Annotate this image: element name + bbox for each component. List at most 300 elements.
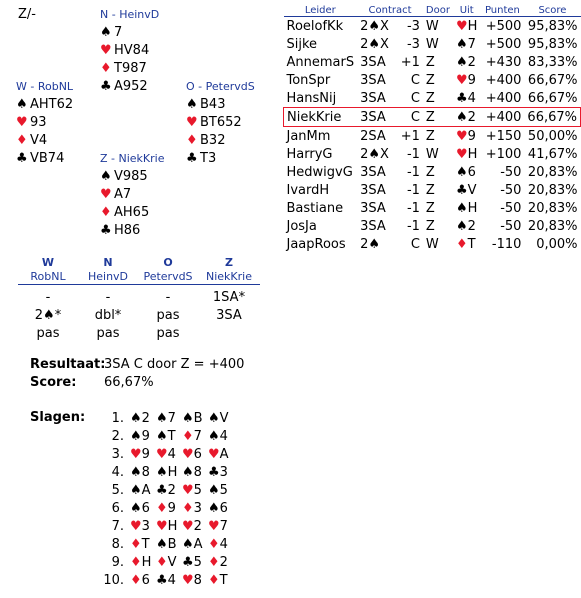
red-suit-icon: ♥ — [182, 447, 194, 462]
result-lead — [453, 71, 480, 89]
heart-icon: ♥ — [16, 115, 28, 130]
club-icon: ♣ — [100, 223, 112, 238]
red-suit-icon: ♦ — [182, 429, 194, 444]
result-points: +100 — [485, 146, 522, 162]
trick-number: 2. — [111, 429, 124, 444]
result-row — [284, 163, 581, 181]
seat-north: N — [103, 256, 113, 269]
result-declarer: W — [425, 146, 439, 162]
card-rank: 4 — [167, 573, 176, 588]
result-leider: JaapRoos — [286, 236, 346, 252]
trick-row — [100, 554, 234, 572]
black-suit-icon: ♠ — [130, 501, 142, 516]
trick-number: 4. — [111, 465, 124, 480]
result-declarer: Z — [423, 108, 453, 127]
trick-card — [130, 572, 156, 590]
red-suit-icon: ♥ — [156, 447, 168, 462]
card-rank: B — [193, 411, 203, 426]
black-suit-icon: ♣ — [208, 465, 220, 480]
black-suit-icon: ♠ — [130, 465, 142, 480]
col-punten: Punten — [480, 4, 524, 17]
lead-card: 2 — [467, 109, 476, 125]
seat-west: W — [41, 256, 55, 269]
black-suit-icon: ♠ — [156, 465, 168, 480]
result-contract: 2♠ — [360, 236, 381, 252]
result-lead — [453, 163, 480, 181]
result-row — [284, 108, 581, 127]
result-lead — [453, 127, 480, 146]
score-label: Score: — [30, 375, 77, 390]
trick-card — [156, 446, 182, 464]
result-value: 3SA C door Z = +400 — [104, 357, 245, 372]
trick-card — [182, 554, 208, 572]
result-leider: IvardH — [286, 182, 330, 198]
red-suit-icon: ♥ — [182, 573, 194, 588]
result-points: -50 — [500, 182, 522, 198]
trick-card — [156, 464, 182, 482]
bidding-box — [18, 256, 260, 343]
black-suit-icon: ♠ — [156, 411, 168, 426]
diamond-icon: ♦ — [16, 133, 28, 148]
club-icon: ♣ — [100, 79, 112, 94]
card-rank: B — [167, 537, 177, 552]
result-tricks: -1 — [406, 218, 420, 234]
result-score: 66,67% — [527, 90, 578, 106]
black-suit-icon: ♠ — [130, 483, 142, 498]
card-rank: 8 — [193, 465, 202, 480]
col-leider: Leider — [284, 4, 358, 17]
result-declarer: Z — [425, 90, 435, 106]
result-lead — [453, 53, 480, 71]
result-score: 50,00% — [527, 128, 578, 144]
west-spades: AHT62 — [30, 97, 74, 112]
east-clubs: T3 — [200, 151, 217, 166]
trick-number: 8. — [111, 537, 124, 552]
result-points: -50 — [500, 200, 522, 216]
trick-card — [156, 536, 182, 554]
red-suit-icon: ♦ — [182, 501, 194, 516]
result-score: 0,00% — [536, 236, 578, 252]
south-diamonds: AH65 — [114, 205, 150, 220]
diamond-icon: ♦ — [100, 61, 112, 76]
heart-icon: ♥ — [100, 43, 112, 58]
trick-number: 5. — [111, 483, 124, 498]
diamond-icon: ♦ — [100, 205, 112, 220]
east-diamonds: B32 — [200, 133, 226, 148]
result-label: Resultaat: — [30, 357, 106, 372]
trick-row — [100, 536, 234, 554]
spade-icon: ♠ — [16, 97, 28, 112]
bid-cell — [198, 325, 260, 343]
south-hearts: A7 — [114, 187, 132, 202]
result-score: 66,67% — [527, 72, 578, 88]
trick-card — [182, 500, 208, 518]
black-suit-icon: ♠ — [455, 109, 468, 125]
card-rank: A — [141, 483, 151, 498]
card-rank: T — [167, 429, 176, 444]
col-door: Door — [423, 4, 453, 17]
result-lead — [453, 217, 480, 235]
result-declarer: Z — [425, 128, 435, 144]
lead-card: H — [467, 200, 478, 216]
trick-card — [208, 572, 234, 590]
card-rank: 5 — [193, 483, 202, 498]
card-rank: 5 — [219, 483, 228, 498]
red-suit-icon: ♦ — [156, 555, 168, 570]
result-row — [284, 217, 581, 235]
red-suit-icon: ♦ — [455, 236, 468, 252]
red-suit-icon: ♦ — [156, 501, 168, 516]
trick-number: 10. — [103, 573, 124, 588]
north-diamonds: T987 — [114, 61, 147, 76]
red-suit-icon: ♥ — [455, 72, 468, 88]
result-leider: NiekKrie — [284, 108, 358, 127]
bid-cell: - — [165, 290, 171, 305]
trick-card — [130, 554, 156, 572]
result-tricks: -1 — [406, 146, 420, 162]
bidder-south: NiekKrie — [198, 270, 260, 285]
card-rank: T — [141, 537, 150, 552]
result-contract: 2SA — [360, 128, 386, 144]
result-lead — [453, 35, 480, 53]
trick-row — [100, 446, 234, 464]
result-contract: 3SA — [360, 90, 386, 106]
black-suit-icon: ♠ — [455, 36, 468, 52]
result-lead — [453, 235, 480, 253]
trick-card — [182, 428, 208, 446]
result-lead — [453, 17, 480, 36]
club-icon: ♣ — [16, 151, 28, 166]
diamond-icon: ♦ — [186, 133, 198, 148]
result-lead — [453, 89, 480, 108]
result-score: 95,83% — [527, 36, 578, 52]
trick-card — [182, 410, 208, 428]
card-rank: T — [219, 573, 228, 588]
card-rank: H — [167, 465, 178, 480]
trick-card — [156, 482, 182, 500]
trick-card — [130, 500, 156, 518]
result-contract: 3SA — [360, 182, 386, 198]
result-score: 66,67% — [524, 108, 580, 127]
result-row — [284, 181, 581, 199]
result-score: 20,83% — [527, 200, 578, 216]
result-declarer: W — [425, 18, 439, 34]
result-points: +430 — [485, 54, 522, 70]
heart-icon: ♥ — [186, 115, 198, 130]
col-score: Score — [524, 4, 580, 17]
trick-card — [208, 464, 234, 482]
card-rank: 4 — [219, 429, 228, 444]
result-tricks: +1 — [400, 128, 420, 144]
result-contract: 2♠X — [360, 36, 389, 52]
trick-card — [130, 482, 156, 500]
card-rank: A — [219, 447, 229, 462]
trick-number: 3. — [111, 447, 124, 462]
hand-south — [100, 150, 164, 240]
result-contract: 2♠X — [360, 18, 389, 34]
result-leider: HarryG — [286, 146, 333, 162]
trick-row — [100, 482, 234, 500]
bid-cell: pas — [36, 326, 60, 341]
lead-card: 6 — [467, 164, 476, 180]
black-suit-icon: ♠ — [182, 537, 194, 552]
trick-number: 7. — [111, 519, 124, 534]
result-summary — [30, 356, 244, 392]
trick-card — [208, 428, 234, 446]
tricks-list — [100, 410, 234, 590]
result-leider: RoelofKk — [286, 18, 344, 34]
red-suit-icon: ♥ — [130, 519, 142, 534]
trick-card — [156, 572, 182, 590]
result-points: -50 — [500, 218, 522, 234]
bid-cell: 2♠* — [34, 308, 62, 323]
black-suit-icon: ♠ — [455, 164, 468, 180]
trick-card — [208, 500, 234, 518]
card-rank: 8 — [193, 573, 202, 588]
result-tricks: C — [410, 72, 420, 88]
dealer-vulnerability: Z/- — [18, 7, 36, 22]
trick-card — [156, 428, 182, 446]
card-rank: H — [141, 555, 152, 570]
trick-card — [208, 536, 234, 554]
red-suit-icon: ♦ — [130, 537, 142, 552]
result-declarer: Z — [425, 72, 435, 88]
black-suit-icon: ♠ — [455, 218, 468, 234]
red-suit-icon: ♥ — [130, 447, 142, 462]
lead-card: H — [467, 146, 478, 162]
black-suit-icon: ♠ — [182, 465, 194, 480]
hand-east — [186, 78, 255, 168]
black-suit-icon: ♣ — [182, 555, 194, 570]
south-spades: V985 — [114, 169, 148, 184]
result-tricks: C — [395, 108, 423, 127]
result-row — [284, 127, 581, 146]
card-rank: H — [167, 519, 178, 534]
result-tricks: C — [410, 90, 420, 106]
card-rank: 2 — [167, 483, 176, 498]
bidder-east: PetervdS — [138, 270, 198, 285]
trick-number: 6. — [111, 501, 124, 516]
east-hearts: BT652 — [200, 115, 242, 130]
result-lead — [453, 199, 480, 217]
west-clubs: VB74 — [30, 151, 65, 166]
red-suit-icon: ♦ — [130, 555, 142, 570]
black-suit-icon: ♠ — [156, 429, 168, 444]
east-spades: B43 — [200, 97, 226, 112]
card-rank: V — [167, 555, 177, 570]
result-row — [284, 71, 581, 89]
bid-cell: dbl* — [94, 308, 122, 323]
red-suit-icon: ♥ — [182, 483, 194, 498]
result-contract: 3SA — [360, 164, 386, 180]
trick-card — [130, 536, 156, 554]
trick-card — [208, 482, 234, 500]
col-uit: Uit — [453, 4, 480, 17]
red-suit-icon: ♥ — [182, 519, 194, 534]
trick-card — [156, 554, 182, 572]
trick-row — [100, 428, 234, 446]
result-leider: JosJa — [286, 218, 317, 234]
red-suit-icon: ♦ — [130, 573, 142, 588]
hand-west — [16, 78, 73, 168]
trick-number: 9. — [111, 555, 124, 570]
score-value: 66,67% — [104, 375, 154, 390]
result-tricks: -3 — [406, 36, 420, 52]
trick-card — [130, 446, 156, 464]
trick-card — [182, 482, 208, 500]
card-rank: 8 — [141, 465, 150, 480]
spade-icon: ♠ — [100, 25, 112, 40]
result-row — [284, 235, 581, 253]
hand-east-label: O - PetervdS — [186, 80, 255, 93]
north-hearts: HV84 — [114, 43, 150, 58]
result-declarer: Z — [425, 54, 435, 70]
result-row — [284, 53, 581, 71]
card-rank: 5 — [193, 555, 202, 570]
trick-card — [208, 554, 234, 572]
trick-number: 1. — [111, 411, 124, 426]
trick-card — [208, 518, 234, 536]
red-suit-icon: ♦ — [208, 555, 220, 570]
result-leider: TonSpr — [286, 72, 331, 88]
result-contract: 3SA — [360, 54, 386, 70]
north-clubs: A952 — [114, 79, 148, 94]
result-row — [284, 145, 581, 163]
black-suit-icon: ♠ — [208, 429, 220, 444]
black-suit-icon: ♠ — [455, 54, 468, 70]
black-suit-icon: ♠ — [208, 411, 220, 426]
result-contract: 3SA — [360, 200, 386, 216]
lead-card: 9 — [467, 72, 476, 88]
results-header-row — [284, 4, 581, 17]
card-rank: 3 — [141, 519, 150, 534]
trick-row — [100, 518, 234, 536]
bid-cell: 1SA* — [212, 290, 246, 305]
lead-card: 7 — [467, 36, 476, 52]
hand-west-label: W - RobNL — [16, 80, 74, 93]
red-suit-icon: ♥ — [208, 519, 220, 534]
result-declarer: Z — [425, 182, 435, 198]
card-rank: 3 — [193, 501, 202, 516]
bid-cell: 3SA — [216, 308, 242, 323]
lead-card: V — [467, 182, 477, 198]
black-suit-icon: ♠ — [130, 411, 142, 426]
result-score: 83,33% — [527, 54, 578, 70]
result-score: 95,83% — [527, 18, 578, 34]
result-row — [284, 17, 581, 36]
trick-card — [182, 536, 208, 554]
result-score: 41,67% — [527, 146, 578, 162]
result-tricks: +1 — [400, 54, 420, 70]
result-leider: HedwigvG — [286, 164, 353, 180]
result-leider: Sijke — [286, 36, 318, 52]
bidder-north: HeinvD — [78, 270, 138, 285]
south-clubs: H86 — [114, 223, 141, 238]
trick-card — [182, 464, 208, 482]
trick-row — [100, 464, 234, 482]
result-points: +400 — [485, 90, 522, 106]
result-contract: 3SA — [360, 72, 386, 88]
card-rank: 2 — [193, 519, 202, 534]
card-rank: 3 — [219, 465, 228, 480]
seat-east: O — [163, 256, 173, 269]
result-tricks: -1 — [406, 200, 420, 216]
trick-card — [156, 500, 182, 518]
north-spades: 7 — [114, 25, 123, 40]
red-suit-icon: ♥ — [208, 447, 220, 462]
seat-south: Z — [225, 256, 233, 269]
bid-cell: - — [105, 290, 111, 305]
result-tricks: C — [410, 236, 420, 252]
card-rank: A — [193, 537, 203, 552]
result-score: 20,83% — [527, 218, 578, 234]
club-icon: ♣ — [186, 151, 198, 166]
trick-card — [156, 518, 182, 536]
trick-row — [100, 500, 234, 518]
card-rank: 4 — [219, 537, 228, 552]
trick-card — [208, 410, 234, 428]
result-declarer: Z — [425, 200, 435, 216]
lead-card: H — [467, 18, 478, 34]
black-suit-icon: ♠ — [182, 411, 194, 426]
result-contract: 3SA — [360, 218, 386, 234]
trick-card — [156, 410, 182, 428]
trick-card — [182, 572, 208, 590]
result-points: +150 — [485, 128, 522, 144]
card-rank: 7 — [167, 411, 176, 426]
trick-card — [182, 446, 208, 464]
trick-card — [130, 518, 156, 536]
tricks-label: Slagen: — [30, 410, 86, 425]
results-table — [283, 4, 581, 253]
result-points: +500 — [485, 18, 522, 34]
hand-north-label: N - HeinvD — [100, 8, 160, 21]
black-suit-icon: ♣ — [156, 483, 168, 498]
bid-cell: pas — [96, 326, 120, 341]
lead-card: 9 — [467, 128, 476, 144]
result-points: +400 — [485, 72, 522, 88]
result-declarer: Z — [425, 218, 435, 234]
card-rank: 9 — [141, 447, 150, 462]
bid-row — [18, 307, 260, 325]
black-suit-icon: ♣ — [455, 90, 468, 106]
card-rank: 7 — [193, 429, 202, 444]
result-lead — [453, 181, 480, 199]
lead-card: 2 — [467, 54, 476, 70]
card-rank: 7 — [219, 519, 228, 534]
result-row — [284, 89, 581, 108]
card-rank: 9 — [141, 429, 150, 444]
trick-card — [130, 464, 156, 482]
result-lead — [453, 145, 480, 163]
bidder-west: RobNL — [18, 270, 78, 285]
bid-cell: pas — [156, 308, 180, 323]
result-declarer: Z — [425, 164, 435, 180]
result-leider: JanMm — [286, 128, 331, 144]
black-suit-icon: ♠ — [208, 483, 220, 498]
bid-row — [18, 325, 260, 343]
result-tricks: -3 — [406, 18, 420, 34]
card-rank: 4 — [167, 447, 176, 462]
result-declarer: W — [425, 36, 439, 52]
trick-row — [100, 572, 234, 590]
result-points: +500 — [485, 36, 522, 52]
card-rank: 2 — [141, 411, 150, 426]
result-points: -50 — [500, 164, 522, 180]
black-suit-icon: ♠ — [156, 537, 168, 552]
result-declarer: W — [425, 236, 439, 252]
black-suit-icon: ♠ — [455, 200, 468, 216]
